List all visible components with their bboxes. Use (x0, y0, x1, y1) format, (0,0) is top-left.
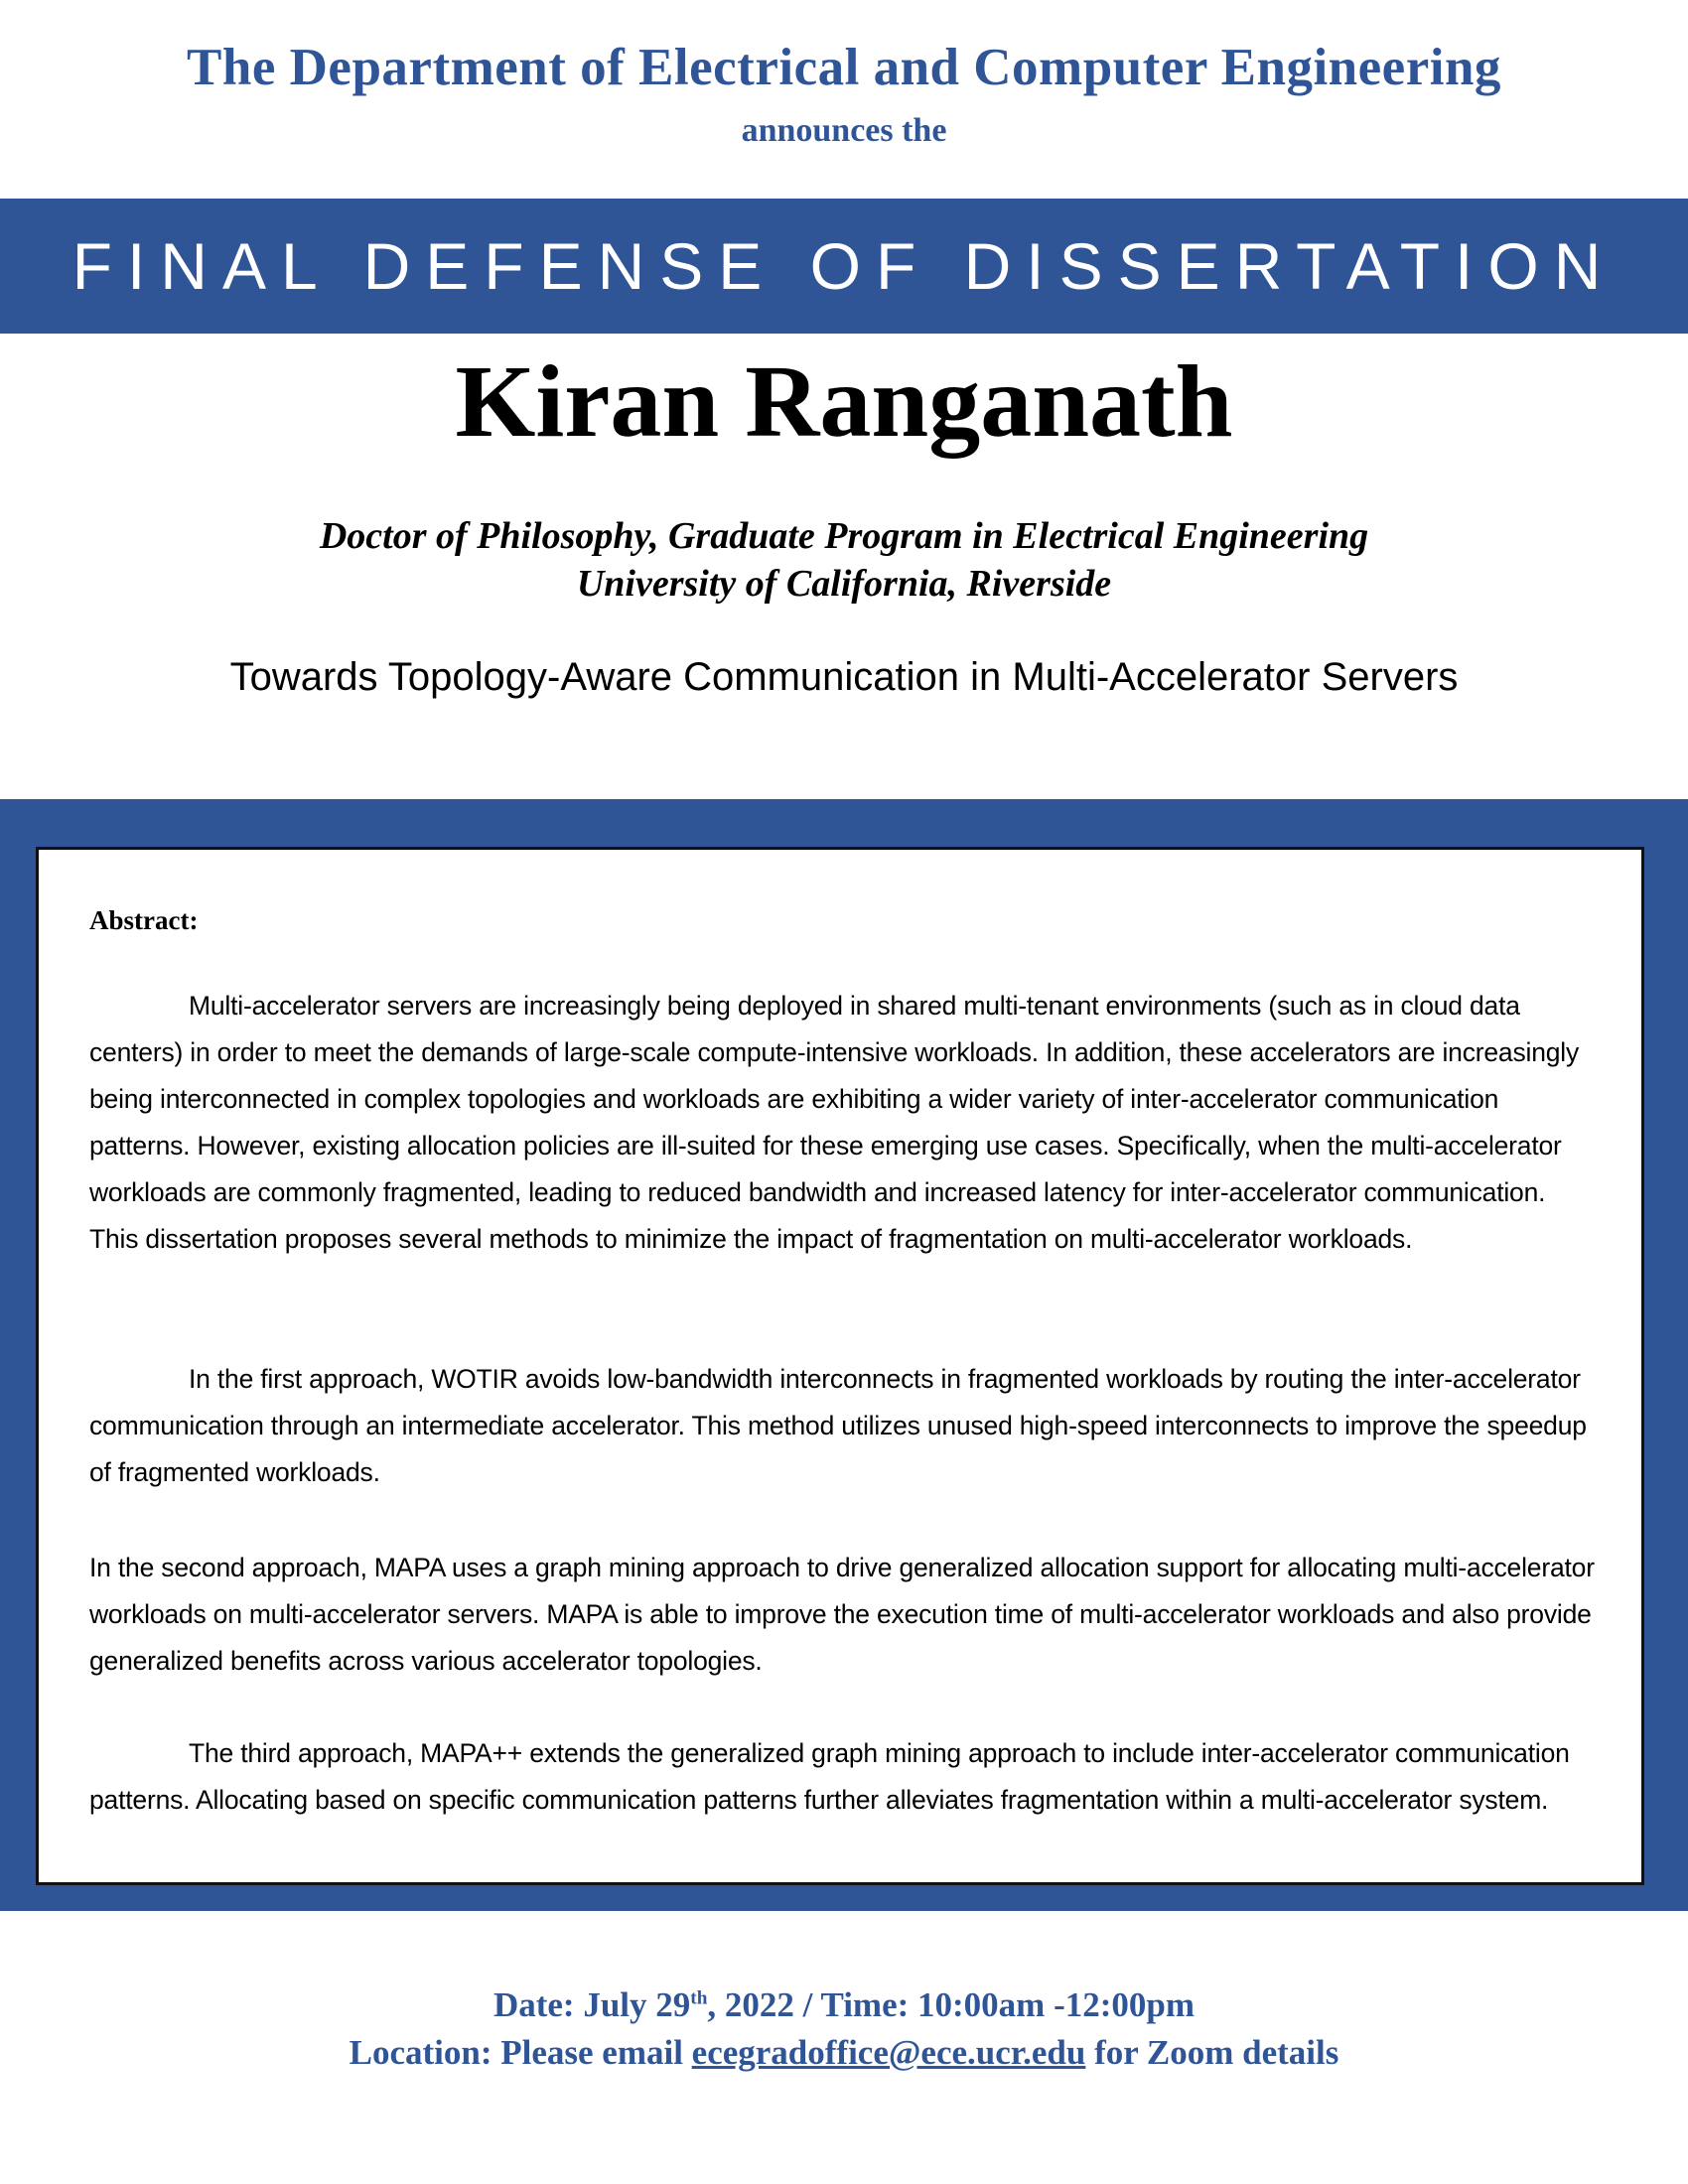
abstract-paragraph: The third approach, MAPA++ extends the generalized graph mining approach to include inter-accelerator communication patterns. Allocating based on specific communication patterns further alleviates fragmentation within a multi-accelerator system. (89, 1738, 1570, 1815)
date-time-rest: , 2022 / Time: 10:00am -12:00pm (707, 1985, 1196, 2024)
university: University of California, Riverside (576, 563, 1112, 605)
abstract-paragraph: Multi-accelerator servers are increasingly being deployed in shared multi-tenant environments (such as in cloud data centers) in order to meet the demands of large-scale compute-intensive workloads. In addition, these accelerators are increasingly being interconnected in complex topologies and workloads are exhibiting a wider variety of inter-accelerator communication patterns. However, existing allocation policies are ill-suited for these emerging use cases. Specifically, when the multi-accelerator workloads are commonly fragmented, leading to reduced bandwidth and increased latency for inter-accelerator communication. This dissertation proposes several methods to minimize the impact of fragmentation on multi-accelerator workloads. (89, 991, 1580, 1254)
degree-program: Doctor of Philosophy, Graduate Program in Electrical Engineering (319, 515, 1369, 557)
abstract-box (36, 847, 1644, 1885)
date-prefix: Date: July 29 (492, 1985, 691, 2024)
abstract-paragraph: In the first approach, WOTIR avoids low-bandwidth interconnects in fragmented workloads by routing the inter-accelerator communication through an intermediate accelerator. This method utilizes unused high-speed interconnects to improve the speedup of fragmented workloads. (89, 1364, 1587, 1487)
announces-text: announces the (741, 112, 947, 149)
email-link[interactable]: ecegradoffice@ece.ucr.edu (691, 2033, 1086, 2072)
abstract-paragraph: In the second approach, MAPA uses a graph mining approach to drive generalized allocation support for allocating multi-accelerator workloads on multi-accelerator servers. MAPA is able to improve the execution time of multi-accelerator workloads and also provide generalized benefits across various accelerator topologies. (89, 1553, 1595, 1676)
location-suffix: for Zoom details (1085, 2033, 1339, 2072)
degree-block (0, 512, 1688, 608)
candidate-name: Kiran Ranganath (455, 344, 1233, 459)
location-prefix: Location: Please email (349, 2033, 692, 2072)
defense-banner: FINAL DEFENSE OF DISSERTATION (0, 199, 1688, 334)
date-ordinal: th (690, 1987, 708, 2009)
event-location (0, 2033, 1688, 2073)
abstract-label: Abstract: (89, 905, 199, 935)
dissertation-title: Towards Topology-Aware Communication in Multi-Accelerator Servers (229, 655, 1459, 699)
event-date-time (0, 1985, 1688, 2025)
department-heading: The Department of Electrical and Computer Engineering (187, 39, 1501, 96)
